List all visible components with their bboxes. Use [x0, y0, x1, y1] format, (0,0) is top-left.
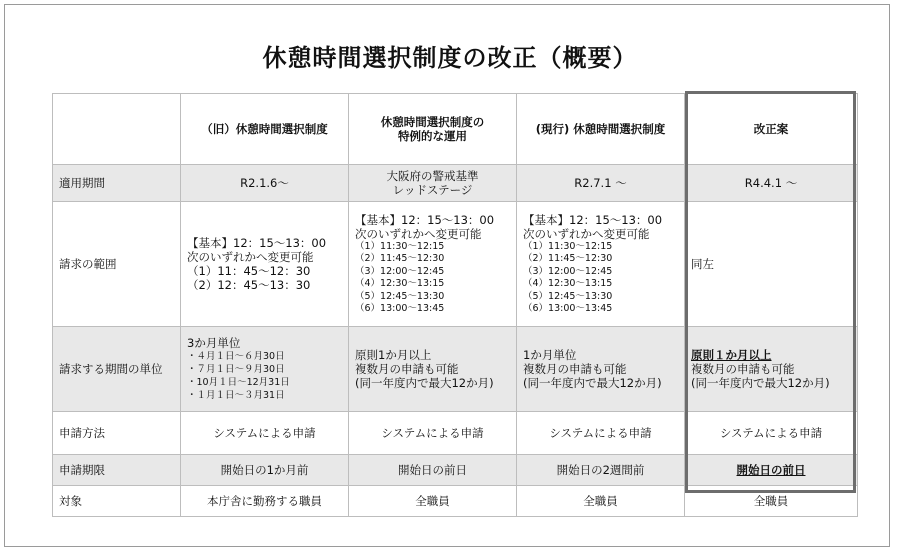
- header-special-operation: [349, 94, 517, 165]
- target-proposal: 全職員: [685, 486, 858, 517]
- range-special: [349, 202, 517, 327]
- page-title: 休憩時間選択制度の改正（概要）: [262, 44, 638, 72]
- unit-current-line: (同一年度内で最大12か月): [523, 376, 662, 390]
- range-special-basic: 次のいずれかへ変更可能: [355, 226, 482, 241]
- header-current-system: (現行) 休憩時間選択制度: [517, 94, 685, 165]
- unit-current-line: 複数月の申請も可能: [523, 362, 627, 376]
- range-special-item: （3）12:00～12:45: [355, 265, 445, 277]
- deadline-row: [53, 455, 858, 486]
- range-current-list: [523, 241, 678, 316]
- period-special-line1: 大阪府の警戒基準: [386, 169, 479, 183]
- unit-special-line: 原則1か月以上: [355, 348, 432, 362]
- unit-label: 請求する期間の単位: [53, 327, 181, 412]
- unit-current-line: 1か月単位: [523, 348, 577, 362]
- method-old: システムによる申請: [181, 412, 349, 455]
- range-old-line: 【基本】12：15～13：00: [187, 236, 327, 250]
- range-current-item: （4）12:30～13:15: [523, 278, 613, 289]
- header-row: [53, 94, 858, 165]
- range-special-item: （1）11:30～12:15: [355, 240, 445, 252]
- range-special-item: （6）13:00～13:45: [355, 303, 445, 314]
- unit-old-item: ・１月１日～３月31日: [187, 390, 285, 401]
- range-special-list: [355, 241, 510, 316]
- unit-special-line: 複数月の申請も可能: [355, 362, 459, 376]
- unit-proposal-head: 原則１か月以上: [691, 348, 772, 362]
- range-old-line: 次のいずれかへ変更可能: [187, 250, 314, 264]
- deadline-label: 申請期限: [53, 455, 181, 486]
- target-old: 本庁舎に勤務する職員: [181, 486, 349, 517]
- header-special-line2: 特例的な運用: [398, 129, 467, 143]
- unit-proposal-line: (同一年度内で最大12か月): [691, 376, 830, 390]
- range-proposal: 同左: [685, 202, 858, 327]
- period-current: R2.7.1 ～: [517, 165, 685, 202]
- range-current-item: （1）11:30～12:15: [523, 240, 613, 252]
- range-special-item: （2）11:45～12:30: [355, 253, 445, 264]
- period-old: R2.1.6～: [181, 165, 349, 202]
- range-special-item: （5）12:45～13:30: [355, 290, 445, 302]
- unit-old-head: 3か月単位: [187, 336, 241, 350]
- period-special: [349, 165, 517, 202]
- method-proposal: システムによる申請: [685, 412, 858, 455]
- range-current-basic: 【基本】12：15～13：00: [523, 212, 663, 227]
- unit-old-item: ・４月１日～６月30日: [187, 351, 285, 362]
- range-label: 請求の範囲: [53, 202, 181, 327]
- unit-old-item: ・10月１日～12月31日: [187, 377, 290, 388]
- period-row: [53, 165, 858, 202]
- header-special-line1: 休憩時間選択制度の: [380, 115, 485, 129]
- method-current: システムによる申請: [517, 412, 685, 455]
- unit-row: [53, 327, 858, 412]
- unit-old-item: ・７月１日～９月30日: [187, 364, 285, 375]
- method-label: 申請方法: [53, 412, 181, 455]
- unit-old-list: [187, 350, 342, 402]
- range-old-line: （1）11：45～12：30: [187, 264, 311, 278]
- target-label: 対象: [53, 486, 181, 517]
- range-row: [53, 202, 858, 327]
- method-row: [53, 412, 858, 455]
- range-current-item: （6）13:00～13:45: [523, 303, 613, 314]
- period-label: 適用期間: [53, 165, 181, 202]
- method-special: システムによる申請: [349, 412, 517, 455]
- unit-proposal-line: 複数月の申請も可能: [691, 362, 795, 376]
- range-current-item: （3）12:00～12:45: [523, 265, 613, 277]
- deadline-special: 開始日の前日: [349, 455, 517, 486]
- unit-old: [181, 327, 349, 412]
- range-special-item: （4）12:30～13:15: [355, 278, 445, 289]
- header-revision-proposal: 改正案: [685, 94, 858, 165]
- comparison-table: [52, 93, 858, 517]
- period-proposal: R4.4.1 ～: [685, 165, 858, 202]
- header-old-system: （旧）休憩時間選択制度: [181, 94, 349, 165]
- deadline-proposal: 開始日の前日: [685, 455, 858, 486]
- deadline-current: 開始日の2週間前: [517, 455, 685, 486]
- deadline-old: 開始日の1か月前: [181, 455, 349, 486]
- unit-special-line: (同一年度内で最大12か月): [355, 376, 494, 390]
- unit-current: [517, 327, 685, 412]
- target-special: 全職員: [349, 486, 517, 517]
- target-row: [53, 486, 858, 517]
- header-empty-cell: [53, 94, 181, 165]
- period-special-line2: レッドステージ: [392, 183, 473, 197]
- range-current-item: （5）12:45～13:30: [523, 290, 613, 302]
- range-current-item: （2）11:45～12:30: [523, 253, 613, 264]
- range-old-line: （2）12：45～13：30: [187, 278, 311, 292]
- range-current-basic: 次のいずれかへ変更可能: [523, 226, 650, 241]
- target-current: 全職員: [517, 486, 685, 517]
- range-old: [181, 202, 349, 327]
- unit-proposal: [685, 327, 858, 412]
- unit-special: [349, 327, 517, 412]
- range-current: [517, 202, 685, 327]
- range-special-basic: 【基本】12：15～13：00: [355, 212, 495, 227]
